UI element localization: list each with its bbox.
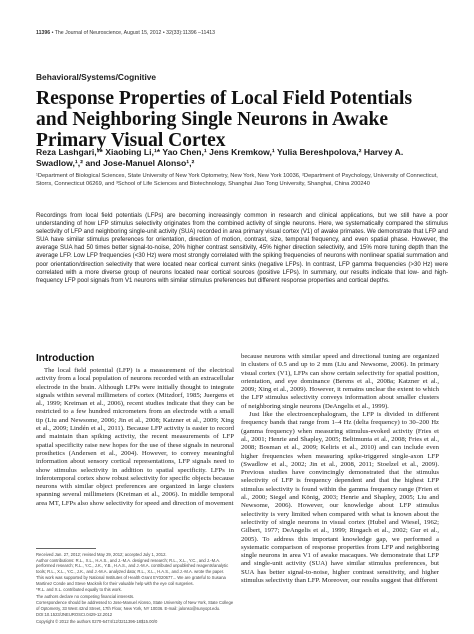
footnote-correspondence: Correspondence should be addressed to Jose-Manuel Alonso, State University of New York, State College of Optometry, 33 West 42nd Street, 17th Floor, New York, NY 10036. E-mail: jalonso@sunyopt.edu. [36, 600, 234, 611]
intro-paragraph-1-continued: because neurons with similar speed and directional tuning are organized in clusters of 0.5 and up to 2 mm (Liu and Newsome, 2006). In primary visual cortex (V1), LFPs can show certain selectivity for spatial position, orientation, and eye dominance (Berens et al., 2008a; Katzner et al., 2009; Xing et al., 2009). However, it remains unclear the extent to which the LFP stimulus selectivity conveys information about smaller clusters of neighboring single neurons (DeAngelis et al., 1999). [241, 353, 439, 410]
footnote-contributions: Author contributions: R.L., X.L., H.A.S., and J.-M.A. designed research; R.L., X.L., Y.C., and J.-M.A. performed research; R.L., Y.C., J.K., Y.B., H.A.S., and J.-M.A. contributed unpublished reagents/analytic tools; R.L., X.L., Y.C., J.K., and J.-M.A. analyzed data; R.L., X.L., H.A.S., and J.-M.A. wrote the paper. [36, 557, 229, 575]
footnote-equal-contribution: *R.L. and X.L. contributed equally to this work. [36, 587, 122, 593]
footnote-received: Received Jan. 27, 2012; revised May 29, 2012; accepted July 1, 2012. [36, 551, 167, 557]
intro-paragraph-1: The local field potential (LFP) is a measurement of the electrical activity from a local population of neurons recorded with an extracellular electrode in the brain. Although LFPs were initially thought to integrate signals within several millimeters of cortex (Mitzdorf, 1985; Juergens et al., 1999; Kreiman et al., 2006), recent studies indicate that they can be restricted to a few hundred micrometers from an electrode with a small tip (Liu and Newsome, 2006; Jin et al., 2008; Katzner et al., 2009; Xing et al., 2009; Lindén et al., 2011). Because LFP activity is easier to record and maintain than spiking activity, the recent measurements of LFP spatial specificity raise new hopes for the use of these signals in neuronal prosthetics (Andersen et al., 2004). However, to convey meaningful information about sensory cortical representations, LFP signals need to show stimulus selectivity in addition to spatial specificity. LFPs in inferotemporal cortex show robust selectivity for specific objects because neurons with similar object preferences are organized in large clusters spanning several millimeters (Kreiman et al., 2006). In middle temporal area MT, LFPs also show selectivity for speed and direction of movement [36, 367, 234, 507]
running-header [36, 30, 215, 36]
paper-title: Response Properties of Local Field Potentials and Neighboring Single Neurons in Awake Primary Visual Cortex [36, 88, 413, 151]
introduction-heading: Introduction [36, 353, 95, 364]
left-column [36, 353, 234, 508]
footnote-doi: DOI:10.1523/JNEUROSCI.0429-12.2012 [36, 612, 113, 618]
footnote-divider [36, 548, 96, 549]
author-list: Reza Lashgari,¹* Xiaobing Li,¹* Yao Chen,¹ Jens Kremkow,¹ Yulia Bereshpolova,² Harvey A. Swadlow,¹,² and Jose-Manuel Alonso¹,² [36, 147, 404, 168]
journal-citation: • The Journal of Neuroscience, August 15, 2012 • 32(33):11396 –11413 [50, 30, 215, 36]
page-number: 11396 [36, 30, 51, 36]
abstract: Recordings from local field potentials (LFPs) are becoming increasingly common in research and clinical applications, but we still have a poor understanding of how LFP stimulus selectivity originates from the combined activity of single neurons. Here, we systematically compared the stimulus selectivity of LFP and neighboring single-unit activity (SUA) recorded in area primary visual cortex (V1) of awake primates. We demonstrate that LFP and SUA have similar stimulus preferences for orientation, direction of motion, contrast, size, temporal frequency, and even spatial phase. However, the average SUA had 50 times better signal-to-noise, 20% higher contrast sensitivity, 45% higher direction selectivity, and 15% more tuning depth than the average LFP. Low LFP frequencies (<30 Hz) were most strongly correlated with the spiking frequencies of neurons with nonlinear spatial summation and poor orientation/direction selectivity that were located near cortical current sinks (negative LFPs). In contrast, LFP gamma frequencies (>30 Hz) were correlated with a more diverse group of neurons located near cortical sources (positive LFPs). In summary, our results indicate that low- and high-frequency LFP pool signals from V1 neurons with similar stimulus preferences but different response properties and cortical depths. [36, 212, 448, 284]
footnote-copyright: Copyright © 2012 the authors 0270-6474/12/3211396-18$15.00/0 [36, 618, 158, 624]
footnote-competing-interests: The authors declare no competing financial interests. [36, 593, 135, 599]
right-column [241, 353, 439, 585]
affiliations: ¹Department of Biological Sciences, State University of New York Optometry, New York, New York 10036, ²Department of Psychology, University of Connecticut, Storrs, Connecticut 06269, and ³School of Life Sciences and Biotechnology, Shanghai Jiao Tong University, Shanghai, China 200240 [36, 173, 438, 187]
footnote-funding: This work was supported by National Institutes of Health Grant EY020677... We are grateful to Susana Martinez Conde and Steve Macknik for their valuable help with the eye coil surgeries. [36, 575, 226, 587]
section-label: Behavioral/Systems/Cognitive [36, 72, 157, 82]
intro-paragraph-2: Just like the electroencephalogram, the LFP is divided in different frequency bands that range from 1–4 Hz (delta frequency) to 30–200 Hz (gamma frequency) when measuring stimulus-evoked activity (Fries et al., 2001; Henrie and Shapley, 2005; Belitmunta et al., 2008; Fries et al., 2008; Bosman et al., 2009; Keliris et al., 2010) and can include even higher frequencies when measuring spike-triggered single-axon LFP (Swadlow et al., 2002; Jin et al., 2008, 2011; Stoelzel et al., 2009). Previous studies have convincingly demonstrated that the stimulus selectivity of LFP is frequency dependent and that the highest LFP stimulus selectivity is found within the gamma frequency range (Frien et al., 2000; Siegel and König, 2003; Henrie and Shapley, 2005; Liu and Newsome, 2006). However, our knowledge about LFP stimulus selectivity is very limited when compared with what is known about the selectivity of single neurons in visual cortex (Hubel and Wiesel, 1962; Gilbert, 1977; DeAngelis et al., 1999; Ringach et al., 2002; Gur et al., 2005). To address this important knowledge gap, we performed a systematic comparison of response properties from LFP and neighboring single neurons in area V1 of awake macaques. We demonstrate that LFP and single-unit activity (SUA) have similar stimulus preferences, but SUA has better signal-to-noise, higher contrast sensitivity, and higher stimulus selectivity than LFP. Moreover, our results suggest that different [241, 411, 439, 585]
footnotes [36, 548, 234, 625]
